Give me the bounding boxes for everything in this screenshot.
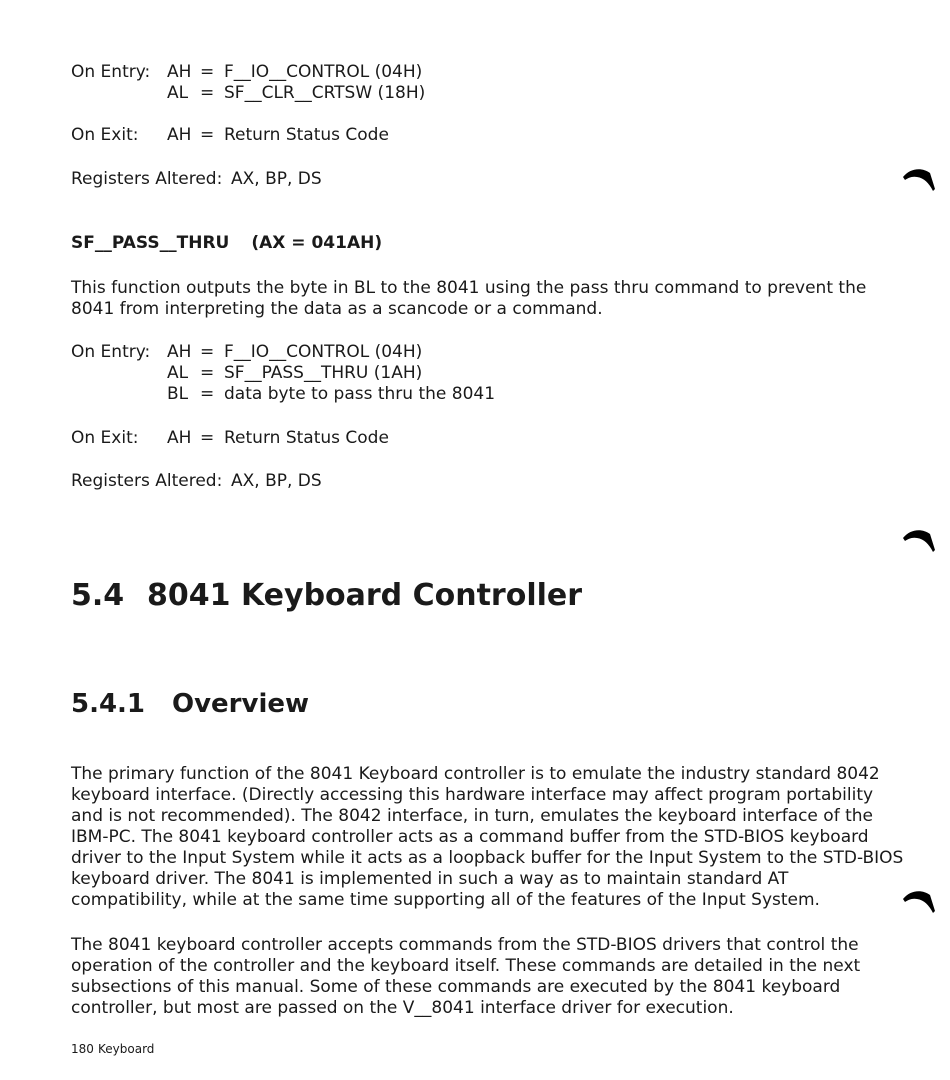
overview-paragraph bbox=[71, 764, 904, 911]
register-name: AH bbox=[167, 125, 192, 145]
registers-altered-value: AX, BP, DS bbox=[231, 471, 322, 491]
equals-sign: = bbox=[200, 62, 215, 82]
text-line: and is not recommended). The 8042 interface, in turn, emulates the keyboard interface of the bbox=[71, 806, 873, 826]
binder-mark-icon bbox=[902, 165, 936, 191]
equals-sign: = bbox=[200, 125, 215, 145]
text-line: driver to the Input System while it acts as a loopback buffer for the Input System to the STD-BIOS bbox=[71, 848, 904, 868]
register-value: SF__CLR__CRTSW (18H) bbox=[224, 83, 426, 103]
function-name: SF__PASS__THRU bbox=[71, 233, 230, 253]
registers-altered-label: Registers Altered: bbox=[71, 471, 223, 491]
text-line: The 8041 keyboard controller accepts commands from the STD-BIOS drivers that control the bbox=[71, 935, 859, 955]
equals-sign: = bbox=[200, 384, 215, 404]
subsection-title: Overview bbox=[172, 689, 310, 719]
text-line: controller, but most are passed on the V__8041 interface driver for execution. bbox=[71, 998, 734, 1018]
function-description bbox=[71, 278, 881, 320]
text-line: The primary function of the 8041 Keyboard controller is to emulate the industry standard 8042 bbox=[71, 764, 880, 784]
function-heading bbox=[71, 233, 382, 253]
equals-sign: = bbox=[200, 83, 215, 103]
section-number: 5.4 bbox=[71, 578, 125, 613]
equals-sign: = bbox=[200, 342, 215, 362]
on-exit-label: On Exit: bbox=[71, 428, 139, 448]
text-line: operation of the controller and the keyboard itself. These commands are detailed in the next bbox=[71, 956, 861, 976]
register-value: F__IO__CONTROL (04H) bbox=[224, 342, 423, 362]
text-line: This function outputs the byte in BL to the 8041 using the pass thru command to prevent the bbox=[71, 278, 867, 298]
text-line: subsections of this manual. Some of these commands are executed by the 8041 keyboard bbox=[71, 977, 841, 997]
overview-paragraph bbox=[71, 935, 881, 1019]
register-name: AH bbox=[167, 342, 192, 362]
binder-mark-icon bbox=[902, 526, 936, 552]
register-value: data byte to pass thru the 8041 bbox=[224, 384, 496, 404]
text-line: compatibility, while at the same time supporting all of the features of the Input System. bbox=[71, 890, 820, 910]
registers-altered-value: AX, BP, DS bbox=[231, 169, 322, 189]
register-value: SF__PASS__THRU (1AH) bbox=[224, 363, 423, 383]
page-footer bbox=[71, 1042, 154, 1056]
equals-sign: = bbox=[200, 363, 215, 383]
register-name: AL bbox=[167, 83, 189, 103]
register-value: F__IO__CONTROL (04H) bbox=[224, 62, 423, 82]
register-value: Return Status Code bbox=[224, 125, 389, 145]
section-heading bbox=[71, 578, 582, 613]
text-line: 8041 from interpreting the data as a scancode or a command. bbox=[71, 299, 603, 319]
on-entry-label: On Entry: bbox=[71, 342, 151, 362]
register-value: Return Status Code bbox=[224, 428, 389, 448]
section-title: 8041 Keyboard Controller bbox=[147, 578, 583, 613]
page-number: 180 bbox=[71, 1042, 94, 1056]
text-line: keyboard interface. (Directly accessing this hardware interface may affect program portability bbox=[71, 785, 874, 805]
on-exit-label: On Exit: bbox=[71, 125, 139, 145]
equals-sign: = bbox=[200, 428, 215, 448]
text-line: IBM-PC. The 8041 keyboard controller acts as a command buffer from the STD-BIOS keyboard bbox=[71, 827, 869, 847]
on-entry-label: On Entry: bbox=[71, 62, 151, 82]
register-name: AL bbox=[167, 363, 189, 383]
text-line: keyboard driver. The 8041 is implemented in such a way as to maintain standard AT bbox=[71, 869, 789, 889]
registers-altered-label: Registers Altered: bbox=[71, 169, 223, 189]
function-code: (AX = 041AH) bbox=[251, 233, 383, 253]
footer-section-name: Keyboard bbox=[98, 1042, 155, 1056]
register-name: AH bbox=[167, 62, 192, 82]
register-name: BL bbox=[167, 384, 189, 404]
register-name: AH bbox=[167, 428, 192, 448]
binder-mark-icon bbox=[902, 887, 936, 913]
subsection-heading bbox=[71, 689, 309, 719]
subsection-number: 5.4.1 bbox=[71, 689, 146, 719]
